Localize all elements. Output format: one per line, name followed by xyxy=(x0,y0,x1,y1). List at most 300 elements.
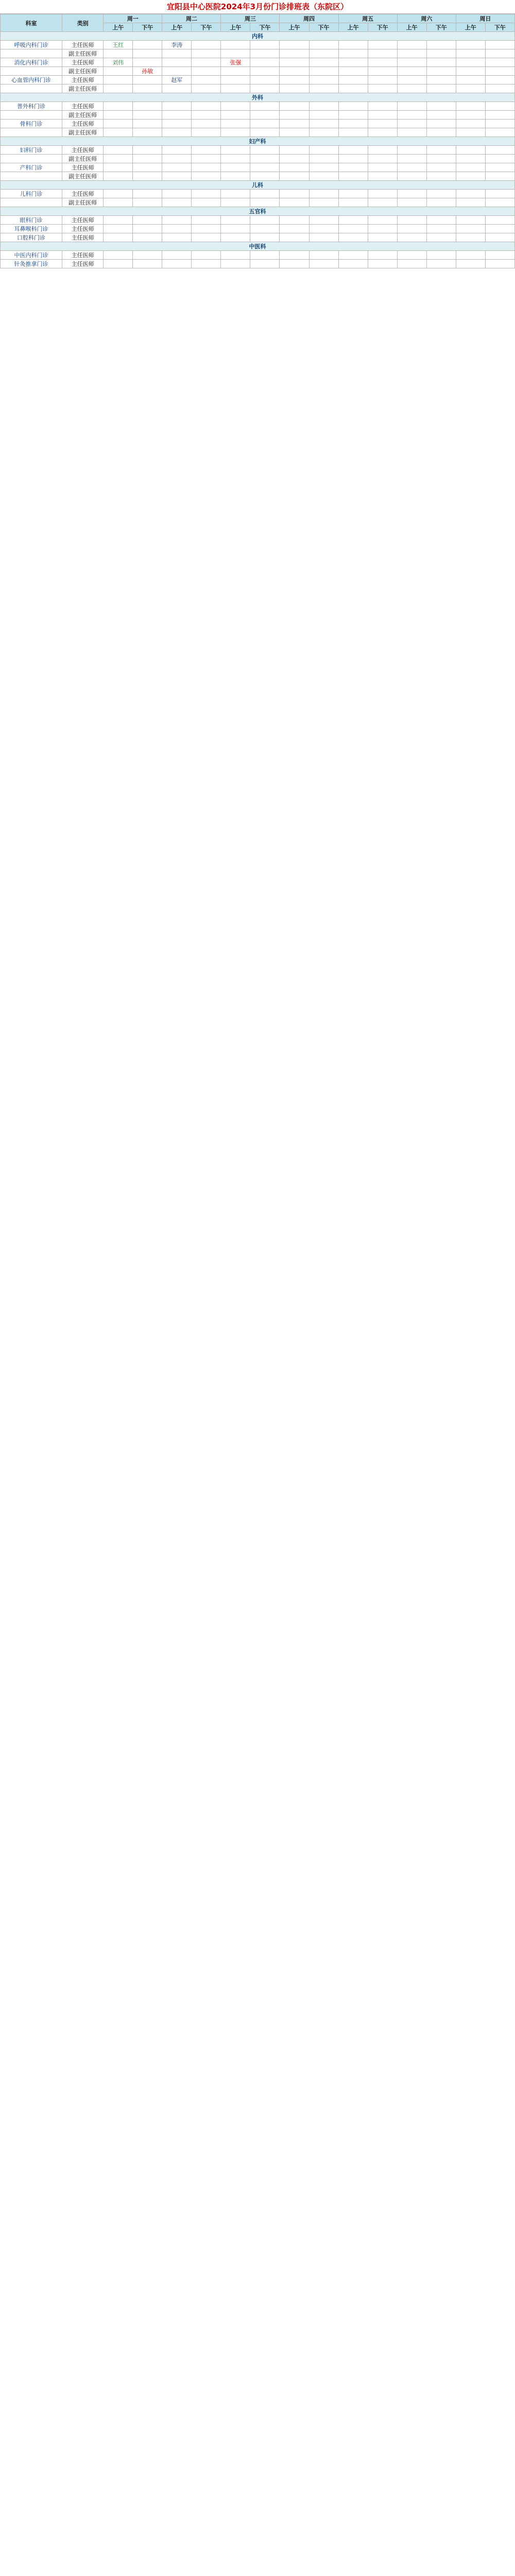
header-cell: 周四 xyxy=(280,14,338,23)
doctor-cell xyxy=(221,146,250,155)
subheader-cell: 上午 xyxy=(280,23,309,32)
doctor-cell xyxy=(338,58,368,67)
subheader-cell: 下午 xyxy=(250,23,280,32)
doctor-category: 主任医师 xyxy=(62,233,104,242)
doctor-cell xyxy=(309,84,338,93)
doctor-cell xyxy=(426,41,456,49)
doctor-cell xyxy=(368,111,397,120)
clinic-name: 产科门诊 xyxy=(1,163,62,172)
doctor-cell xyxy=(426,163,456,172)
doctor-cell xyxy=(162,102,192,111)
doctor-cell xyxy=(485,67,514,76)
doctor-cell xyxy=(397,146,426,155)
clinic-name xyxy=(1,172,62,181)
doctor-cell xyxy=(485,216,514,225)
doctor-cell xyxy=(368,251,397,260)
doctor-cell xyxy=(485,120,514,128)
doctor-cell xyxy=(397,198,426,207)
doctor-cell xyxy=(192,120,221,128)
doctor-cell xyxy=(250,128,280,137)
doctor-cell xyxy=(426,58,456,67)
doctor-cell xyxy=(426,76,456,84)
doctor-cell xyxy=(192,102,221,111)
doctor-cell xyxy=(397,84,426,93)
doctor-cell xyxy=(280,146,309,155)
doctor-cell xyxy=(192,198,221,207)
doctor-cell xyxy=(221,128,250,137)
clinic-name: 心血管内科门诊 xyxy=(1,76,62,84)
doctor-cell xyxy=(485,260,514,268)
doctor-cell xyxy=(485,155,514,163)
doctor-cell xyxy=(162,155,192,163)
doctor-cell xyxy=(338,172,368,181)
doctor-cell xyxy=(309,225,338,233)
doctor-cell xyxy=(338,41,368,49)
doctor-cell xyxy=(338,155,368,163)
clinic-name xyxy=(1,84,62,93)
doctor-cell xyxy=(456,146,485,155)
header-cell: 周三 xyxy=(221,14,280,23)
doctor-cell xyxy=(338,146,368,155)
doctor-cell xyxy=(133,190,162,198)
subheader-cell: 下午 xyxy=(485,23,514,32)
doctor-cell xyxy=(104,163,133,172)
department-name: 妇产科 xyxy=(1,137,515,146)
schedule-row xyxy=(1,190,515,198)
doctor-cell xyxy=(250,225,280,233)
doctor-cell xyxy=(456,49,485,58)
doctor-cell xyxy=(104,146,133,155)
doctor-cell xyxy=(221,111,250,120)
doctor-cell xyxy=(485,172,514,181)
doctor-cell xyxy=(104,172,133,181)
doctor-cell xyxy=(192,49,221,58)
doctor-cell xyxy=(309,251,338,260)
schedule-row xyxy=(1,49,515,58)
doctor-cell xyxy=(397,102,426,111)
schedule-row xyxy=(1,172,515,181)
doctor-cell xyxy=(250,67,280,76)
doctor-cell xyxy=(485,233,514,242)
doctor-cell xyxy=(397,163,426,172)
doctor-cell xyxy=(426,233,456,242)
doctor-cell xyxy=(456,76,485,84)
doctor-cell xyxy=(104,84,133,93)
doctor-cell xyxy=(368,216,397,225)
doctor-cell xyxy=(133,102,162,111)
doctor-cell xyxy=(221,102,250,111)
doctor-cell xyxy=(280,41,309,49)
doctor-cell xyxy=(250,111,280,120)
doctor-cell xyxy=(280,102,309,111)
doctor-cell xyxy=(133,76,162,84)
doctor-cell xyxy=(192,172,221,181)
doctor-cell xyxy=(338,76,368,84)
doctor-cell xyxy=(133,251,162,260)
doctor-cell xyxy=(485,58,514,67)
doctor-cell xyxy=(456,120,485,128)
doctor-cell xyxy=(104,225,133,233)
schedule-row xyxy=(1,84,515,93)
doctor-cell xyxy=(338,111,368,120)
doctor-cell xyxy=(192,41,221,49)
subheader-cell: 下午 xyxy=(192,23,221,32)
clinic-name: 骨科门诊 xyxy=(1,120,62,128)
doctor-cell xyxy=(368,172,397,181)
doctor-cell xyxy=(250,49,280,58)
doctor-cell xyxy=(280,84,309,93)
header-cell: 科室 xyxy=(1,14,62,32)
clinic-name xyxy=(1,49,62,58)
schedule-row xyxy=(1,128,515,137)
doctor-cell xyxy=(456,163,485,172)
doctor-cell xyxy=(250,120,280,128)
doctor-cell xyxy=(426,225,456,233)
subheader-cell: 下午 xyxy=(133,23,162,32)
schedule-row xyxy=(1,198,515,207)
doctor-cell xyxy=(192,163,221,172)
doctor-cell xyxy=(280,251,309,260)
doctor-cell xyxy=(104,251,133,260)
doctor-category: 主任医师 xyxy=(62,146,104,155)
doctor-cell xyxy=(426,155,456,163)
clinic-name: 普外科门诊 xyxy=(1,102,62,111)
doctor-cell xyxy=(426,190,456,198)
department-name: 外科 xyxy=(1,93,515,102)
doctor-cell xyxy=(280,198,309,207)
doctor-cell xyxy=(250,102,280,111)
subheader-cell: 下午 xyxy=(426,23,456,32)
doctor-cell xyxy=(338,102,368,111)
doctor-cell xyxy=(426,260,456,268)
doctor-cell xyxy=(250,172,280,181)
doctor-category: 副主任医师 xyxy=(62,198,104,207)
doctor-cell xyxy=(162,216,192,225)
subheader-cell: 上午 xyxy=(397,23,426,32)
subheader-cell: 上午 xyxy=(456,23,485,32)
doctor-cell xyxy=(397,120,426,128)
doctor-cell xyxy=(221,216,250,225)
doctor-cell xyxy=(250,84,280,93)
doctor-cell xyxy=(192,58,221,67)
doctor-cell xyxy=(309,49,338,58)
doctor-cell xyxy=(338,128,368,137)
doctor-cell xyxy=(104,233,133,242)
doctor-cell xyxy=(309,260,338,268)
header-cell: 周日 xyxy=(456,14,514,23)
doctor-cell xyxy=(162,225,192,233)
doctor-cell xyxy=(456,251,485,260)
doctor-cell xyxy=(250,251,280,260)
department-row xyxy=(1,207,515,216)
doctor-cell xyxy=(221,84,250,93)
doctor-cell xyxy=(192,84,221,93)
doctor-cell xyxy=(192,146,221,155)
schedule-row xyxy=(1,216,515,225)
doctor-cell xyxy=(162,233,192,242)
doctor-cell xyxy=(309,67,338,76)
department-name: 五官科 xyxy=(1,207,515,216)
subheader-cell: 下午 xyxy=(368,23,397,32)
doctor-cell xyxy=(426,67,456,76)
doctor-cell xyxy=(104,198,133,207)
doctor-category: 副主任医师 xyxy=(62,128,104,137)
doctor-cell xyxy=(280,128,309,137)
doctor-cell xyxy=(368,58,397,67)
doctor-cell xyxy=(397,225,426,233)
doctor-cell xyxy=(338,67,368,76)
doctor-cell xyxy=(426,172,456,181)
doctor-cell xyxy=(309,76,338,84)
doctor-cell xyxy=(485,49,514,58)
doctor-cell xyxy=(309,41,338,49)
schedule-row xyxy=(1,111,515,120)
doctor-cell xyxy=(221,172,250,181)
clinic-name: 针灸推拿门诊 xyxy=(1,260,62,268)
schedule-row xyxy=(1,41,515,49)
doctor-category: 副主任医师 xyxy=(62,49,104,58)
doctor-cell xyxy=(368,163,397,172)
doctor-cell xyxy=(133,260,162,268)
doctor-cell xyxy=(221,251,250,260)
clinic-name: 口腔科门诊 xyxy=(1,233,62,242)
subheader-cell: 下午 xyxy=(309,23,338,32)
doctor-cell xyxy=(221,67,250,76)
schedule-row xyxy=(1,225,515,233)
doctor-cell xyxy=(221,120,250,128)
doctor-cell xyxy=(368,120,397,128)
doctor-cell xyxy=(397,58,426,67)
doctor-cell xyxy=(485,163,514,172)
subheader-cell: 上午 xyxy=(221,23,250,32)
doctor-cell xyxy=(250,146,280,155)
doctor-cell xyxy=(162,251,192,260)
clinic-name xyxy=(1,155,62,163)
doctor-cell xyxy=(104,120,133,128)
doctor-cell xyxy=(456,41,485,49)
schedule-row xyxy=(1,155,515,163)
doctor-cell xyxy=(426,128,456,137)
doctor-cell xyxy=(485,102,514,111)
doctor-cell xyxy=(162,58,192,67)
department-row xyxy=(1,181,515,190)
doctor-cell xyxy=(221,190,250,198)
doctor-cell xyxy=(280,58,309,67)
doctor-cell xyxy=(280,190,309,198)
subheader-cell: 上午 xyxy=(338,23,368,32)
doctor-cell xyxy=(162,260,192,268)
schedule-row xyxy=(1,67,515,76)
department-name: 中医科 xyxy=(1,242,515,251)
doctor-cell xyxy=(192,76,221,84)
doctor-cell xyxy=(456,155,485,163)
doctor-category: 副主任医师 xyxy=(62,111,104,120)
doctor-cell xyxy=(368,260,397,268)
doctor-cell xyxy=(485,41,514,49)
doctor-cell xyxy=(309,111,338,120)
doctor-cell xyxy=(104,76,133,84)
doctor-cell xyxy=(426,198,456,207)
doctor-cell xyxy=(397,111,426,120)
doctor-cell xyxy=(426,111,456,120)
doctor-cell xyxy=(192,67,221,76)
doctor-cell xyxy=(162,84,192,93)
subheader-cell: 上午 xyxy=(162,23,192,32)
department-row xyxy=(1,137,515,146)
doctor-cell xyxy=(338,120,368,128)
doctor-cell xyxy=(221,225,250,233)
schedule-table xyxy=(0,14,515,268)
doctor-cell xyxy=(485,198,514,207)
doctor-cell xyxy=(368,128,397,137)
doctor-cell xyxy=(104,128,133,137)
doctor-cell xyxy=(133,128,162,137)
doctor-cell xyxy=(456,102,485,111)
doctor-cell xyxy=(192,128,221,137)
doctor-category: 主任医师 xyxy=(62,190,104,198)
doctor-cell xyxy=(485,128,514,137)
doctor-cell xyxy=(280,260,309,268)
department-row xyxy=(1,32,515,41)
department-name: 内科 xyxy=(1,32,515,41)
schedule-row xyxy=(1,251,515,260)
doctor-cell xyxy=(162,128,192,137)
doctor-cell xyxy=(309,233,338,242)
doctor-category: 主任医师 xyxy=(62,102,104,111)
header-cell: 周六 xyxy=(397,14,456,23)
doctor-cell xyxy=(456,216,485,225)
doctor-cell xyxy=(309,146,338,155)
doctor-cell xyxy=(485,225,514,233)
doctor-cell xyxy=(485,76,514,84)
doctor-cell xyxy=(368,67,397,76)
doctor-cell xyxy=(162,111,192,120)
doctor-cell xyxy=(221,41,250,49)
doctor-cell xyxy=(280,163,309,172)
doctor-category: 主任医师 xyxy=(62,58,104,67)
doctor-cell xyxy=(485,251,514,260)
doctor-cell xyxy=(133,155,162,163)
doctor-cell xyxy=(426,102,456,111)
doctor-cell xyxy=(338,198,368,207)
doctor-cell xyxy=(192,233,221,242)
doctor-cell xyxy=(456,111,485,120)
doctor-cell xyxy=(192,251,221,260)
doctor-cell xyxy=(133,120,162,128)
schedule-row xyxy=(1,120,515,128)
doctor-cell xyxy=(397,190,426,198)
doctor-cell xyxy=(368,146,397,155)
doctor-cell xyxy=(309,163,338,172)
doctor-cell xyxy=(456,198,485,207)
schedule-row xyxy=(1,76,515,84)
doctor-cell xyxy=(368,49,397,58)
doctor-cell xyxy=(368,198,397,207)
doctor-cell xyxy=(133,216,162,225)
doctor-cell xyxy=(456,58,485,67)
department-row xyxy=(1,93,515,102)
doctor-cell xyxy=(280,216,309,225)
doctor-category: 主任医师 xyxy=(62,260,104,268)
doctor-cell xyxy=(426,251,456,260)
doctor-cell xyxy=(221,260,250,268)
doctor-cell xyxy=(309,128,338,137)
doctor-cell xyxy=(338,225,368,233)
doctor-cell xyxy=(309,58,338,67)
doctor-cell xyxy=(397,172,426,181)
clinic-name: 呼吸内科门诊 xyxy=(1,41,62,49)
doctor-cell xyxy=(368,155,397,163)
doctor-cell xyxy=(250,233,280,242)
doctor-cell xyxy=(250,41,280,49)
doctor-cell xyxy=(280,76,309,84)
page-title: 宜阳县中心医院2024年3月份门诊排班表（东院区） xyxy=(0,0,515,14)
doctor-cell xyxy=(162,146,192,155)
doctor-cell xyxy=(104,49,133,58)
doctor-cell xyxy=(162,120,192,128)
doctor-cell xyxy=(426,120,456,128)
doctor-cell xyxy=(456,67,485,76)
doctor-cell xyxy=(309,120,338,128)
doctor-category: 主任医师 xyxy=(62,76,104,84)
doctor-cell xyxy=(368,190,397,198)
doctor-cell xyxy=(221,155,250,163)
clinic-name: 中医内科门诊 xyxy=(1,251,62,260)
clinic-name xyxy=(1,128,62,137)
doctor-category: 副主任医师 xyxy=(62,155,104,163)
doctor-cell xyxy=(133,58,162,67)
doctor-cell xyxy=(397,233,426,242)
header-cell: 周一 xyxy=(104,14,162,23)
doctor-cell xyxy=(104,190,133,198)
header-cell: 周五 xyxy=(338,14,397,23)
doctor-cell xyxy=(397,155,426,163)
doctor-category: 副主任医师 xyxy=(62,84,104,93)
doctor-cell xyxy=(456,260,485,268)
doctor-cell xyxy=(133,49,162,58)
doctor-cell xyxy=(368,225,397,233)
doctor-cell: 赵军 xyxy=(162,76,192,84)
doctor-category: 主任医师 xyxy=(62,41,104,49)
doctor-cell xyxy=(133,225,162,233)
doctor-cell xyxy=(221,49,250,58)
doctor-cell xyxy=(280,172,309,181)
doctor-cell: 刘伟 xyxy=(104,58,133,67)
header-row xyxy=(1,14,515,23)
doctor-cell xyxy=(309,216,338,225)
clinic-name: 妇科门诊 xyxy=(1,146,62,155)
doctor-cell xyxy=(133,172,162,181)
doctor-cell xyxy=(426,216,456,225)
doctor-cell xyxy=(338,84,368,93)
doctor-cell xyxy=(104,260,133,268)
doctor-cell xyxy=(280,67,309,76)
schedule-row xyxy=(1,58,515,67)
schedule-row xyxy=(1,102,515,111)
doctor-cell xyxy=(456,225,485,233)
doctor-cell xyxy=(397,76,426,84)
doctor-cell xyxy=(221,233,250,242)
doctor-cell xyxy=(221,76,250,84)
doctor-cell xyxy=(309,155,338,163)
doctor-cell xyxy=(280,225,309,233)
doctor-cell xyxy=(426,146,456,155)
doctor-cell xyxy=(192,190,221,198)
doctor-cell xyxy=(104,102,133,111)
schedule-row xyxy=(1,233,515,242)
clinic-name: 消化内科门诊 xyxy=(1,58,62,67)
doctor-category: 主任医师 xyxy=(62,120,104,128)
